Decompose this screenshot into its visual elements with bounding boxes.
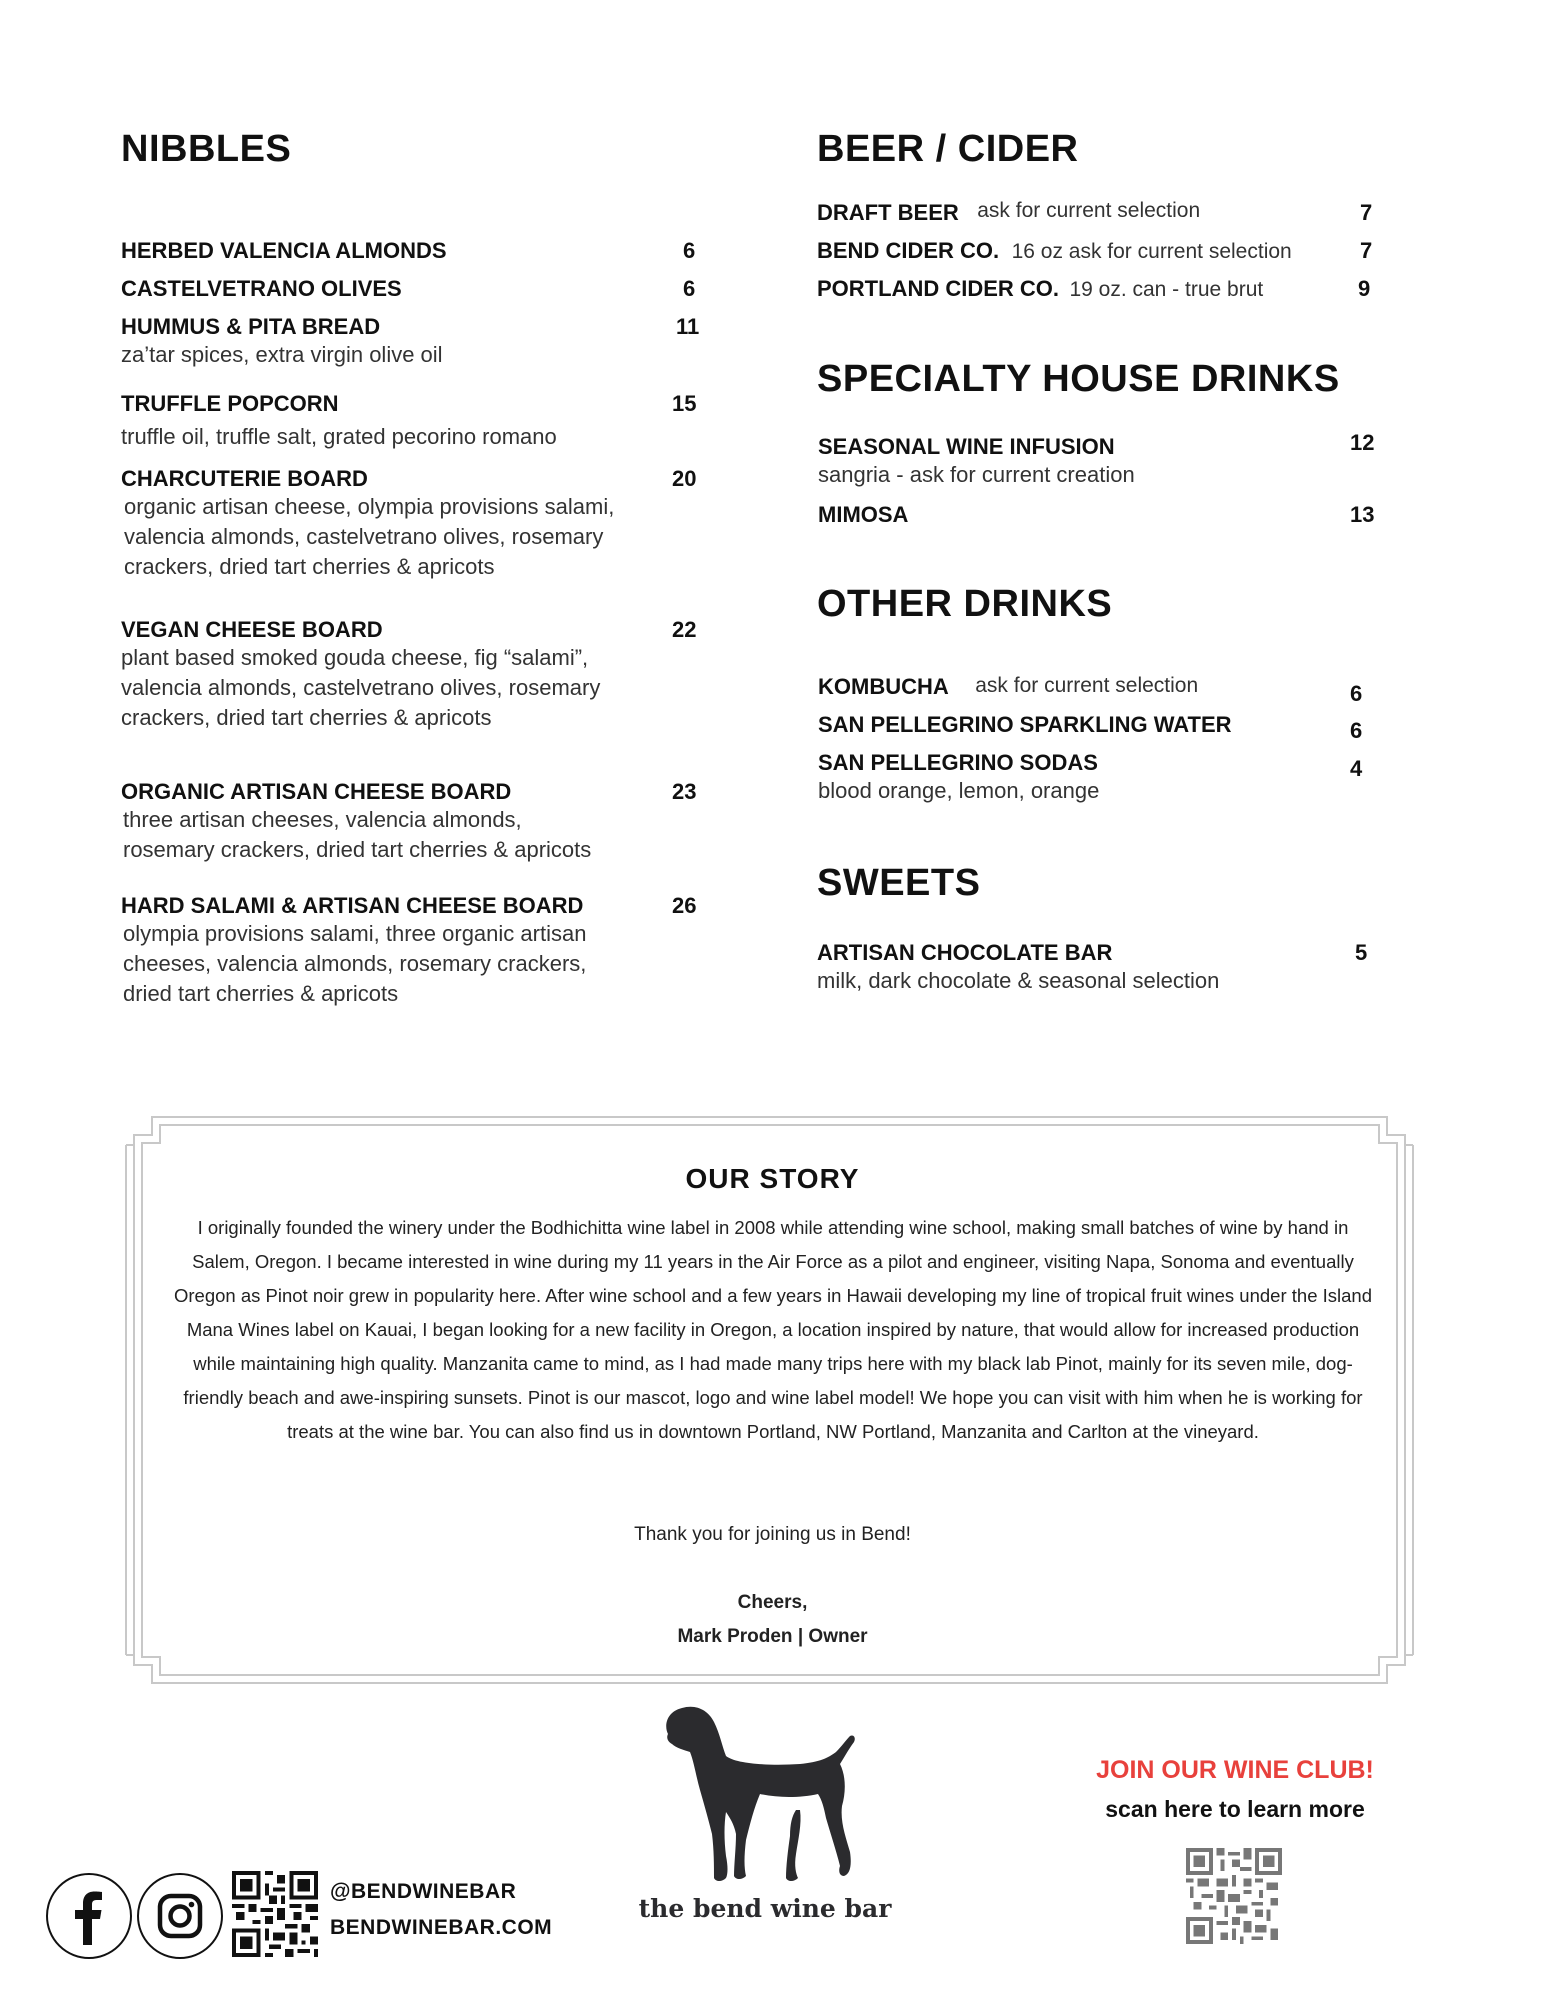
item-description: blood orange, lemon, orange bbox=[818, 778, 1100, 803]
item-name: BEND CIDER CO. bbox=[817, 238, 1000, 263]
item-name: CHARCUTERIE BOARD bbox=[121, 466, 368, 491]
item-name: MIMOSA bbox=[818, 502, 909, 527]
item-name: CASTELVETRANO OLIVES bbox=[121, 276, 402, 301]
item-price: 6 bbox=[1350, 718, 1363, 743]
item-description: cheeses, valencia almonds, rosemary crackers, bbox=[123, 951, 587, 976]
item-description: dried tart cherries & apricots bbox=[123, 981, 399, 1006]
wine-club-subtitle: scan here to learn more bbox=[1105, 1796, 1365, 1822]
item-price: 6 bbox=[683, 238, 696, 263]
item-price: 7 bbox=[1360, 200, 1373, 225]
item-price: 12 bbox=[1350, 430, 1375, 455]
facebook-icon[interactable] bbox=[46, 1873, 132, 1959]
item-name: KOMBUCHA bbox=[818, 674, 949, 699]
qr-code-icon[interactable] bbox=[232, 1871, 318, 1957]
item-price: 23 bbox=[672, 779, 697, 804]
instagram-icon[interactable] bbox=[137, 1873, 223, 1959]
item-description: rosemary crackers, dried tart cherries & apricots bbox=[123, 837, 592, 862]
item-description: crackers, dried tart cherries & apricots bbox=[121, 705, 492, 730]
item-name: SAN PELLEGRINO SPARKLING WATER bbox=[818, 712, 1232, 737]
item-price: 9 bbox=[1358, 276, 1371, 301]
beer-cider-title: BEER / CIDER bbox=[817, 128, 1079, 170]
item-price: 4 bbox=[1350, 756, 1363, 781]
item-note: ask for current selection bbox=[977, 199, 1201, 222]
item-description: valencia almonds, castelvetrano olives, rosemary bbox=[121, 675, 601, 700]
logo-text: the bend wine bar bbox=[638, 1894, 892, 1923]
item-price: 13 bbox=[1350, 502, 1375, 527]
item-name: VEGAN CHEESE BOARD bbox=[121, 617, 383, 642]
item-description: organic artisan cheese, olympia provisions salami, bbox=[124, 494, 615, 519]
item-price: 22 bbox=[672, 617, 697, 642]
item-price: 15 bbox=[672, 391, 697, 416]
item-description: three artisan cheeses, valencia almonds, bbox=[123, 807, 522, 832]
item-description: za’tar spices, extra virgin olive oil bbox=[121, 342, 443, 367]
item-price: 6 bbox=[1350, 681, 1363, 706]
website-link[interactable]: BENDWINEBAR.COM bbox=[330, 1916, 553, 1939]
item-name: SEASONAL WINE INFUSION bbox=[818, 434, 1115, 459]
item-description: plant based smoked gouda cheese, fig “salami”, bbox=[121, 645, 589, 670]
story-signature: Mark Proden | Owner bbox=[677, 1626, 868, 1647]
item-description: truffle oil, truffle salt, grated pecorino romano bbox=[121, 424, 557, 449]
story-cheers: Cheers, bbox=[737, 1592, 808, 1613]
story-body: I originally founded the winery under the Bodhichitta wine label in 2008 while attending wine school, making small batches of wine by hand in Salem, Oregon. I became interested in wine during my 11 years in the Air Force as a pilot and engineer, visiting Napa, Sonoma and eventually Oregon as Pinot noir grew in popularity here. After wine school and a few years in Hawaii developing my line of tropical fruit wines under the Island Mana Wines label on Kauai, I began looking for a new facility in Oregon, a location inspired by nature, that would allow for increased production while maintaining high quality. Manzanita came to mind, as I had made many trips here with my black lab Pinot, mainly for its seven mile, dog-friendly beach and awe-inspiring sunsets. Pinot is our mascot, logo and wine label model! We hope you can visit with him when he is working for treats at the wine bar. You can also find us in downtown Portland, NW Portland, Manzanita and Carlton at the vineyard. bbox=[173, 1217, 1372, 1442]
wine-club-title[interactable]: JOIN OUR WINE CLUB! bbox=[1096, 1756, 1374, 1784]
item-note: 16 oz ask for current selection bbox=[1011, 240, 1292, 263]
item-description: olympia provisions salami, three organic artisan bbox=[123, 921, 587, 946]
item-name: ORGANIC ARTISAN CHEESE BOARD bbox=[121, 779, 512, 804]
wine-club-qr-code[interactable] bbox=[1186, 1848, 1282, 1944]
story-title: OUR STORY bbox=[685, 1163, 860, 1194]
item-description: crackers, dried tart cherries & apricots bbox=[124, 554, 495, 579]
item-name: PORTLAND CIDER CO. bbox=[817, 276, 1059, 301]
nibbles-title: NIBBLES bbox=[121, 128, 292, 170]
sweets-title: SWEETS bbox=[817, 862, 981, 904]
story-thanks: Thank you for joining us in Bend! bbox=[634, 1524, 911, 1545]
item-name: SAN PELLEGRINO SODAS bbox=[818, 750, 1098, 775]
social-handle[interactable]: @BENDWINEBAR bbox=[330, 1880, 517, 1903]
item-price: 20 bbox=[672, 466, 697, 491]
item-name: TRUFFLE POPCORN bbox=[121, 391, 339, 416]
item-note: ask for current selection bbox=[975, 674, 1199, 697]
item-name: HUMMUS & PITA BREAD bbox=[121, 314, 381, 339]
item-price: 26 bbox=[672, 893, 697, 918]
other-drinks-title: OTHER DRINKS bbox=[817, 583, 1113, 625]
item-description: sangria - ask for current creation bbox=[818, 462, 1135, 487]
item-name: HARD SALAMI & ARTISAN CHEESE BOARD bbox=[121, 893, 584, 918]
item-price: 5 bbox=[1355, 940, 1368, 965]
item-description: valencia almonds, castelvetrano olives, rosemary bbox=[124, 524, 604, 549]
item-name: DRAFT BEER bbox=[817, 200, 959, 225]
item-name: HERBED VALENCIA ALMONDS bbox=[121, 238, 447, 263]
item-price: 6 bbox=[683, 276, 696, 301]
specialty-drinks-title: SPECIALTY HOUSE DRINKS bbox=[817, 358, 1340, 400]
item-price: 7 bbox=[1360, 238, 1373, 263]
item-note: 19 oz. can - true brut bbox=[1069, 278, 1264, 301]
item-name: ARTISAN CHOCOLATE BAR bbox=[817, 940, 1113, 965]
dog-logo-icon bbox=[650, 1700, 880, 1890]
item-price: 11 bbox=[676, 314, 700, 339]
item-description: milk, dark chocolate & seasonal selection bbox=[817, 968, 1220, 993]
